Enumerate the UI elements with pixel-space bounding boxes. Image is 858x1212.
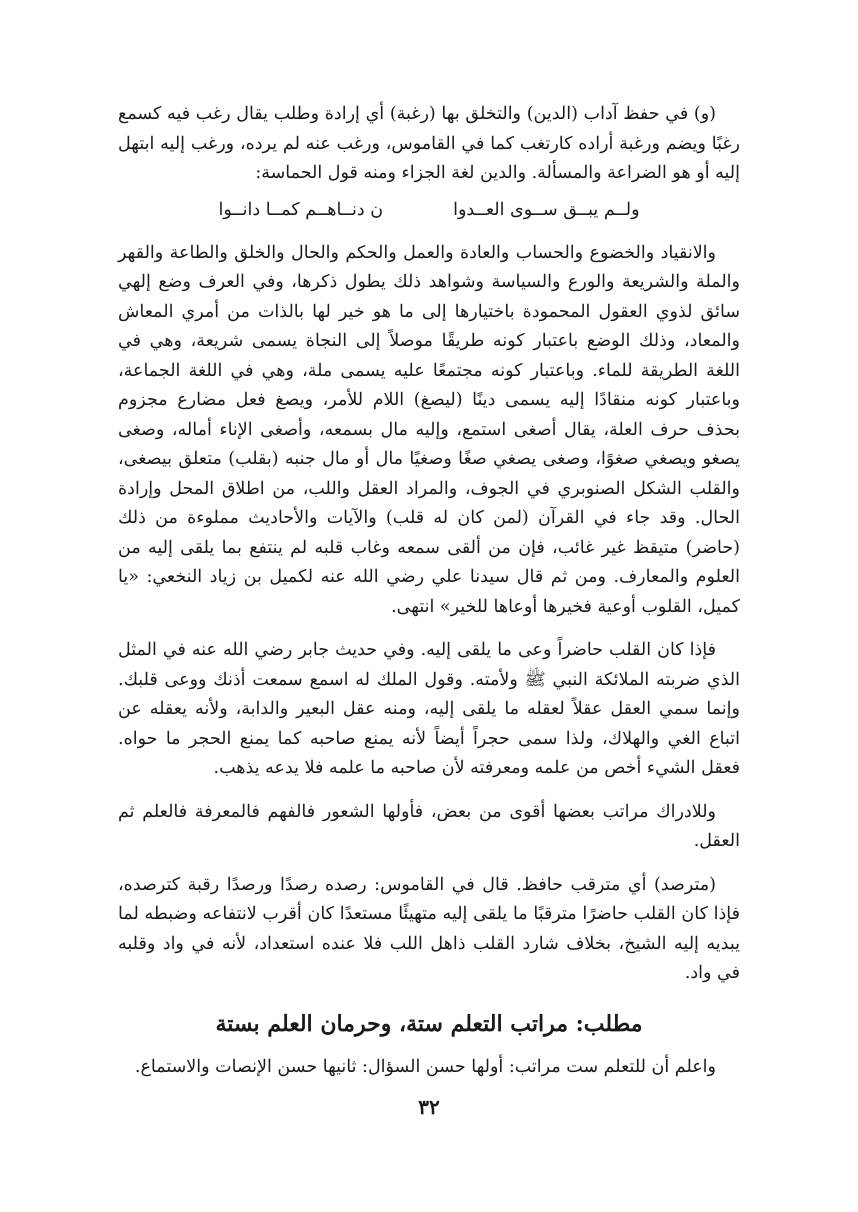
paragraph-levels-perception: وللادراك مراتب بعضها أقوى من بعض، فأولها الشعور فالفهم فالمعرفة فالعلم ثم العقل.	[118, 801, 740, 851]
paragraph-heart-present: فإذا كان القلب حاضراً وعى ما يلقى إليه. وفي حديث جابر رضي الله عنه في المثل الذي ضربته الملائكة النبي ﷺ ولأمته. وقول الملك له اسمع سمعت أذنك ووعى قلبك. وإنما سمي العقل عقلاً لعقله ما يلقى إليه، ومنه عقل البعير والدابة، ولأنه يعقله عن اتباع الغي والهلاك، ولذا سمى حجراً أيضاً لأنه يمنع صاحبه كما يمنع الحجر ما حواه. فعقل الشيء أخص من علمه ومعرفته لأن صاحبه ما علمه فلا يدعه يذهب.	[118, 640, 740, 778]
paragraph-six-levels: واعلم أن للتعلم ست مراتب: أولها حسن السؤال: ثانيها حسن الإنصات والاستماع.	[134, 1056, 716, 1077]
section-heading: مطلب: مراتب التعلم ستة، وحرمان العلم بستة	[215, 1010, 643, 1037]
page-number: ٣٢	[418, 1095, 440, 1119]
paragraph-mutarassid: (مترصد) أي مترقب حافظ. قال في القاموس: رصده رصدًا ورصدًا رقبة كترصده، فإذا كان القلب حاضرًا مترقبًا ما يلقى إليه متهيئًا مستعدًا كان أقرب لانتفاعه وضبطه لما يبديه إليه الشيخ، بخلاف شارد القلب ذاهل اللب فلا عنده استعداد، لأنه في واد وقلبه في واد.	[118, 874, 740, 983]
document-page	[118, 100, 740, 1180]
paragraph-meanings-religion: والانقياد والخضوع والحساب والعادة والعمل والحكم والحال والخلق والطاعة والقهر والملة والشريعة والورع والسياسة وشواهد ذلك يطول ذكرها، وفي العرف وضع إلهي سائق لذوي العقول المحمودة باختيارها إلى ما هو خير لها بالذات من أمري المعاش والمعاد، وذلك الوضع باعتبار كونه طريقًا موصلاً إلى النجاة يسمى شريعة، وهي في اللغة الطريقة للماء. وباعتبار كونه مجتمعًا عليه يسمى ملة، وهي في اللغة الجماعة، وباعتبار كونه منقادًا إليه يسمى دينًا (ليصغ) اللام للأمر، ويصغ فعل مضارع مجزوم بحذف حرف العلة، يقال أصغى استمع، وإليه مال بسمعه، وأصغى الإناء أماله، وصغى يصغو ويصغي صغوًا، وصغى يصغي صغًا وصغيًا مال أو مال جنبه (بقلب) متعلق بيصغى، والقلب الشكل الصنوبري في الجوف، والمراد العقل واللب، من اطلاق المحل وإرادة الحال. وقد جاء في القرآن (لمن كان له قلب) والآيات والأحاديث مملوءة من ذلك (حاضر) متيقظ غير غائب، فإن من ألقى سمعه وغاب قلبه لم ينتفع بما يلقى إليه من العلوم والمعارف. ومن ثم قال سيدنا علي رضي الله عنه لكميل بن زياد النخعي: «يا كميل، القلوب أوعية فخيرها أوعاها للخير» انتهى.	[118, 242, 740, 617]
paragraph-definition-religion: (و) في حفظ آداب (الدين) والتخلق بها (رغبة) أي إرادة وطلب يقال رغب فيه كسمع رغبًا ويضم ورغبة أراده كارتغب كما في القاموس، ورغب عنه لم يرده، ورغب إليه ابتهل إليه أو هو الضراعة والمسألة. والدين لغة الجزاء ومنه قول الحماسة:	[118, 104, 740, 183]
verse-second-hemistich: ن دنــاهــم كمــا دانــوا	[218, 199, 384, 220]
poetry-verse	[118, 195, 740, 225]
verse-first-hemistich: ولــم يبــق ســوى العــدوا	[453, 199, 640, 220]
